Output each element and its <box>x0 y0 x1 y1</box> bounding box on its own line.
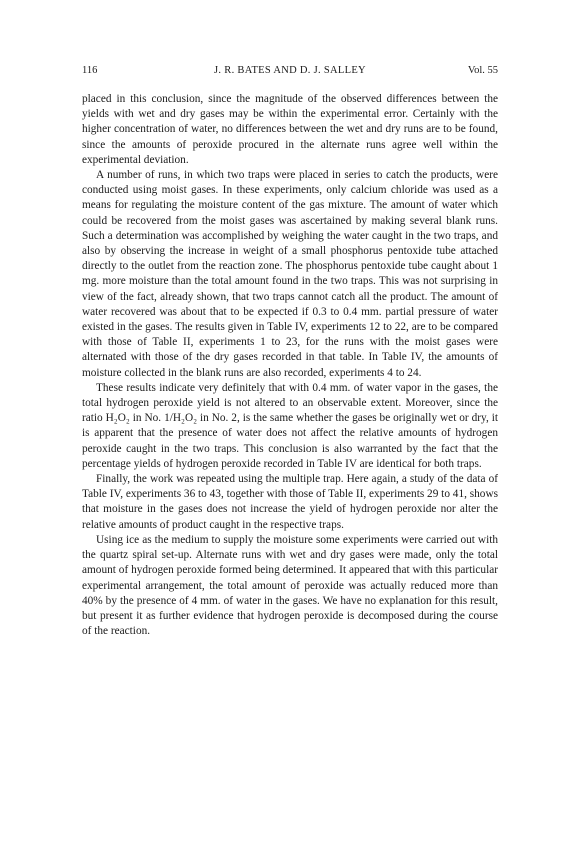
paragraph-continued: placed in this conclusion, since the magnitude of the observed differences between the yields with wet and dry gases may be within the experimental error. Certainly with the higher concentration of water, no differences between the wet and dry runs are to be found, since the amounts of peroxide procured in the alternate runs agree well within the experimental deviation. <box>82 93 498 166</box>
article-body <box>82 92 498 639</box>
volume-label: Vol. 55 <box>467 65 498 76</box>
running-head-authors: J. R. BATES AND D. J. SALLEY <box>214 65 366 76</box>
paragraph-results: These results indicate very definitely that with 0.4 mm. of water vapor in the gases, the total hydrogen peroxide yield is not altered to an observable extent. Moreover, since the ratio H₂O₂ in No. 1/H₂O₂ in No. 2, is the same whether the gases be originally wet or dry, it is apparent that the presence of water does not affect the relative amounts of hydrogen peroxide caught in the two traps. This conclusion is also warranted by the fact that the percentage yields of hydrogen peroxide recorded in Table IV are identical for both traps. <box>82 381 498 470</box>
paragraph-moist-gas-runs: A number of runs, in which two traps were placed in series to catch the products, were conducted using moist gases. In these experiments, only calcium chloride was used as a means for regulating the moisture content of the gas mixture. The amount of water which could be recovered from the moist gases was ascertained by making several blank runs. Such a determination was accomplished by weighing the water caught in the two traps, and also by observing the increase in weight of a small phosphorus pentoxide tube attached directly to the outlet from the reaction zone. The phosphorus pentoxide tube caught about 1 mg. more moisture than the total amount found in the two traps. This was not surprising in view of the fact, already shown, that two traps cannot catch all the product. The amount of water recovered was about that to be expected if 0.3 to 0.4 mm. partial pressure of water existed in the gases. The results given in Table IV, experiments 12 to 22, are to be compared with those of Table II, experiments 1 to 23, for the runs with the moist gases were alternated with those of the dry gases recorded in that table. In Table IV, the amounts of moisture collected in the blank runs are also recorded, experiments 4 to 24. <box>82 169 498 379</box>
paragraph-multiple-trap: Finally, the work was repeated using the multiple trap. Here again, a study of the data of Table IV, experiments 36 to 43, together with those of Table II, experiments 29 to 41, shows that moisture in the gases does not increase the yield of hydrogen peroxide nor alter the relative amounts of product caught in the respective traps. <box>82 473 498 531</box>
page-number: 116 <box>82 65 98 76</box>
paragraph-ice-medium: Using ice as the medium to supply the moisture some experiments were carried out with the quartz spiral set-up. Alternate runs with wet and dry gases were made, only the total amount of hydrogen peroxide formed being determined. It appeared that with this particular experimental arrangement, the total amount of peroxide was actually reduced more than 40% by the presence of 4 mm. of water in the gases. We have no explanation for this result, but present it as further evidence that hydrogen peroxide is decomposed during the course of the reaction. <box>82 533 498 638</box>
